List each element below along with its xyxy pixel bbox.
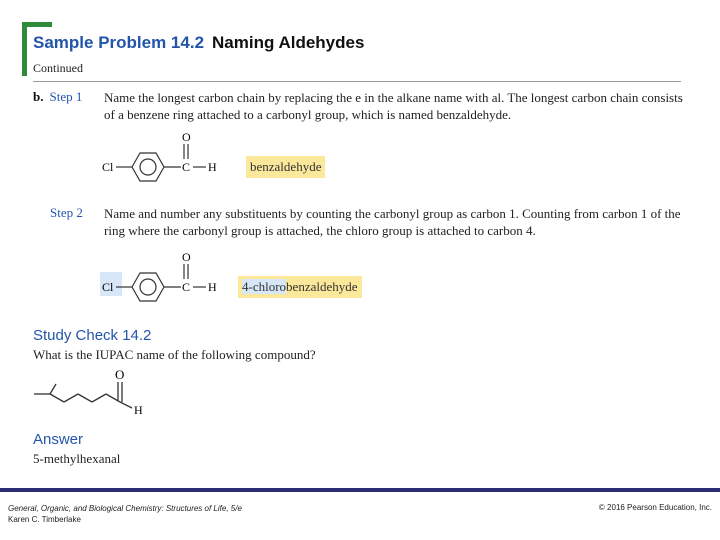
answer-text: 5-methylhexanal [33,451,121,466]
answer-title: Answer [33,431,84,448]
part-label: b. [33,89,44,104]
chlorobenzaldehyde-structure [96,248,236,310]
step-1-label-text: Step 1 [49,89,83,104]
atom-cl: Cl [102,280,114,294]
chloro-prefix: 4-chloro [242,279,287,294]
atom-h: H [208,160,217,174]
atom-o: O [115,367,125,382]
step-1-text: Name the longest carbon chain by replacing the e in the alkane name with al. The longest carbon chain consists of a benzene ring attached to a carbonyl group, which is named benzaldehyde. [104,90,683,122]
chlorobenzaldehyde-name [238,276,362,298]
accent-bar-vertical [22,22,27,76]
title-main: Sample Problem 14.2 [33,33,205,52]
benzaldehyde-structure [96,130,236,190]
benzaldehyde-name: benzaldehyde [246,156,325,178]
page-title [33,33,364,53]
title-subtitle: Naming Aldehydes [212,33,365,52]
footer-bar [0,488,720,492]
chlorobenzaldehyde-base: benzaldehyde [286,279,358,294]
atom-o: O [182,250,191,264]
step-2-label: Step 2 [50,205,83,220]
footer-book-title: General, Organic, and Biological Chemistry: Structures of Life, 5/e [8,504,242,513]
footer-author: Karen C. Timberlake [8,515,81,524]
atom-cl: Cl [102,160,114,174]
atom-h: H [208,280,217,294]
header-divider [33,81,681,82]
footer-copyright: © 2016 Pearson Education, Inc. [598,503,712,512]
atom-h: H [134,403,143,417]
study-check-title: Study Check 14.2 [33,327,152,344]
atom-o: O [182,130,191,144]
footer-citation [8,503,242,525]
accent-bar-horizontal [22,22,52,27]
step-1-label [33,89,82,105]
atom-c: C [182,280,191,294]
continued-label: Continued [33,61,83,75]
study-check-question: What is the IUPAC name of the following compound? [33,347,316,362]
atom-c: C [182,160,191,174]
methylhexanal-structure [28,364,158,420]
step-2-text: Name and number any substituents by counting the carbonyl group as carbon 1. Counting from carbon 1 of the ring where the carbonyl group is attached, the chloro group is attached to carbon 4. [104,206,681,238]
